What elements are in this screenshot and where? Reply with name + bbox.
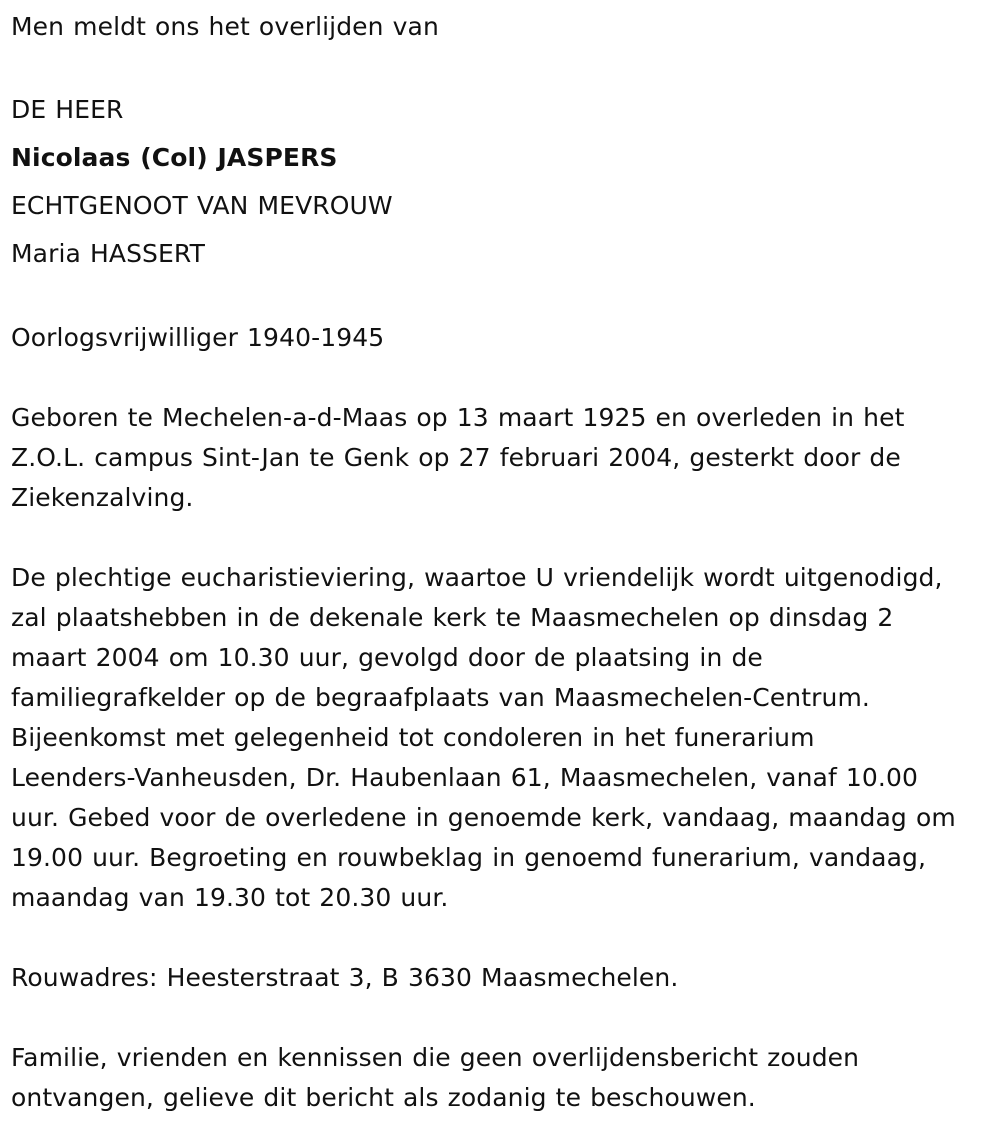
spacer	[11, 358, 993, 398]
deceased-name: Nicolaas (Col) JASPERS	[11, 143, 338, 172]
paragraph-line: maandag van 19.30 tot 20.30 uur.	[11, 883, 449, 912]
paragraph-line: De plechtige eucharistieviering, waartoe U vriendelijk wordt uitgenodigd,	[11, 563, 943, 592]
closing-paragraph	[11, 1038, 993, 1118]
paragraph-line: maart 2004 om 10.30 uur, gevolgd door de plaatsing in de	[11, 643, 763, 672]
spacer	[11, 998, 993, 1038]
distinction-line: Oorlogsvrijwilliger 1940-1945	[11, 323, 385, 352]
deceased-block	[11, 86, 993, 278]
paragraph-line: Ziekenzalving.	[11, 483, 194, 512]
paragraph-line: uur. Gebed voor de overledene in genoemde kerk, vandaag, maandag om	[11, 803, 956, 832]
paragraph-line: 19.00 uur. Begroeting en rouwbeklag in genoemd funerarium, vandaag,	[11, 843, 927, 872]
spacer	[11, 518, 993, 558]
spouse-name: Maria HASSERT	[11, 239, 205, 268]
paragraph-line: Bijeenkomst met gelegenheid tot condoleren in het funerarium	[11, 723, 815, 752]
paragraph-line: Leenders-Vanheusden, Dr. Haubenlaan 61, Maasmechelen, vanaf 10.00	[11, 763, 918, 792]
paragraph-line: zal plaatshebben in de dekenale kerk te Maasmechelen op dinsdag 2	[11, 603, 894, 632]
paragraph-line: Familie, vrienden en kennissen die geen overlijdensbericht zouden	[11, 1043, 860, 1072]
mourning-address: Rouwadres: Heesterstraat 3, B 3630 Maasmechelen.	[11, 963, 679, 992]
spacer	[11, 47, 993, 86]
spacer	[11, 918, 993, 958]
paragraph-line: familiegrafkelder op de begraafplaats van Maasmechelen-Centrum.	[11, 683, 870, 712]
paragraph-line: Z.O.L. campus Sint-Jan te Genk op 27 februari 2004, gesterkt door de	[11, 443, 901, 472]
death-notice	[11, 7, 993, 1118]
intro-line: Men meldt ons het overlijden van	[11, 12, 439, 41]
paragraph-line: ontvangen, gelieve dit bericht als zodanig te beschouwen.	[11, 1083, 756, 1112]
honorific-title: DE HEER	[11, 95, 124, 124]
spouse-label: ECHTGENOOT VAN MEVROUW	[11, 191, 393, 220]
birth-death-paragraph	[11, 398, 993, 518]
paragraph-line: Geboren te Mechelen-a-d-Maas op 13 maart 1925 en overleden in het	[11, 403, 905, 432]
ceremony-paragraph	[11, 558, 993, 918]
spacer	[11, 278, 993, 318]
